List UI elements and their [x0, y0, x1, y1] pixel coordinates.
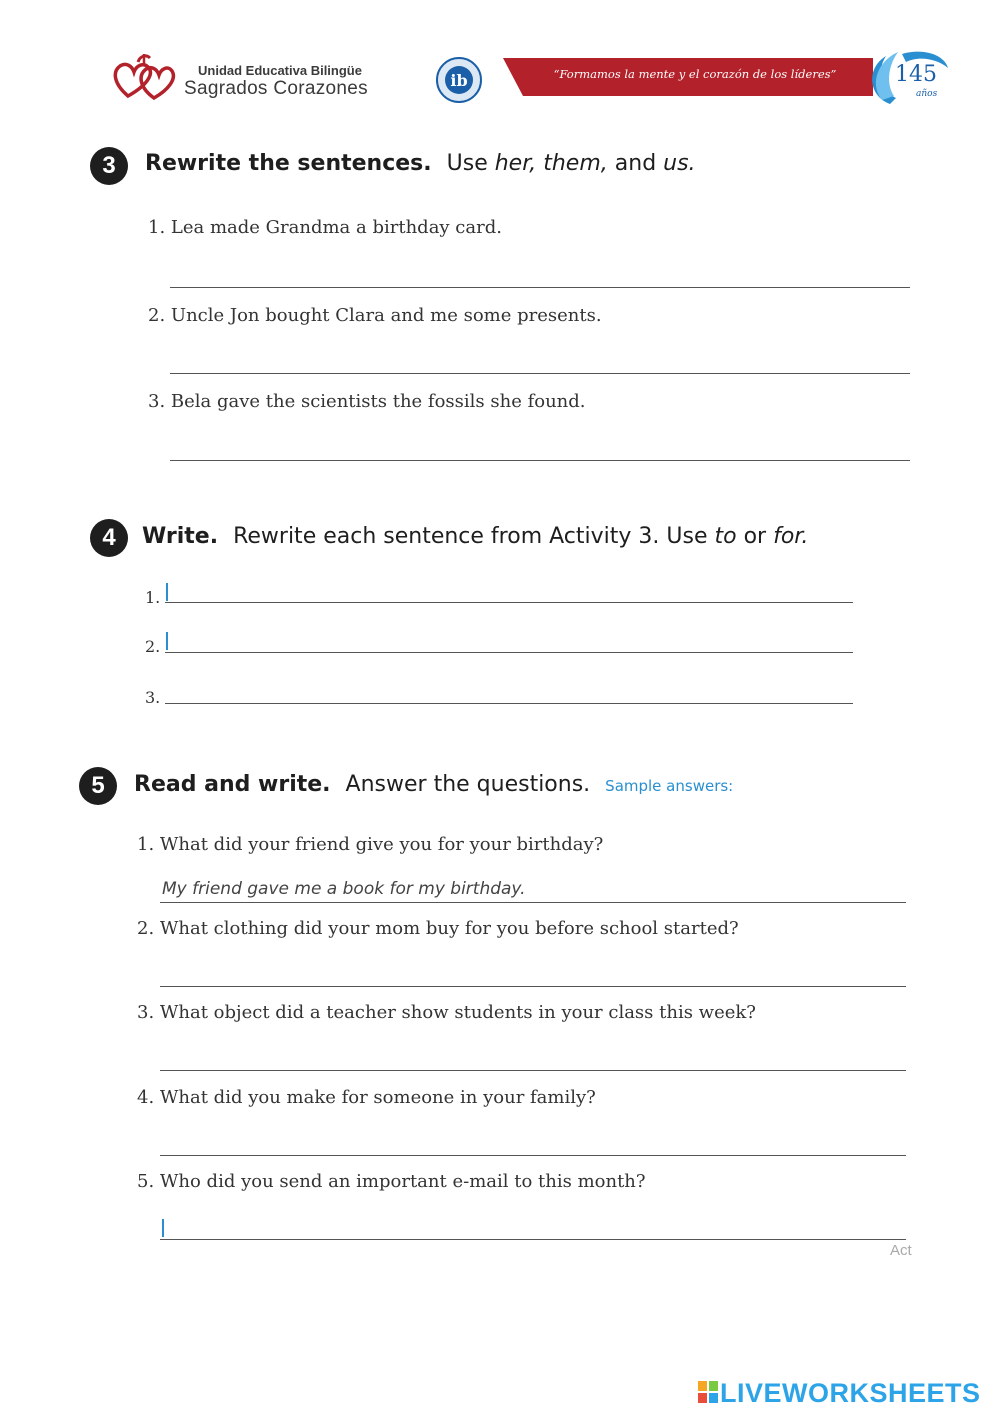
activity4-answer-line-3[interactable] — [165, 703, 853, 704]
activity4-word-for: for. — [773, 524, 809, 549]
hearts-logo-icon — [110, 52, 176, 104]
activity3-word-her: her, — [494, 151, 537, 176]
activity3-title: Rewrite the sentences. — [145, 151, 432, 176]
activity3-item-1: 1. Lea made Grandma a birthday card. — [148, 217, 502, 238]
activity4-heading — [142, 524, 808, 549]
activity5-question-3: 3. What object did a teacher show students in your class this week? — [137, 1002, 756, 1023]
activity4-line-number-1: 1. — [145, 588, 161, 607]
activity5-answer-line-1 — [160, 902, 906, 903]
activity4-instruction: Rewrite each sentence from Activity 3. Use — [233, 524, 708, 549]
ib-logo — [428, 56, 490, 104]
anniversary-number: 145 — [895, 62, 937, 87]
activity5-question-4: 4. What did you make for someone in your family? — [137, 1087, 596, 1108]
activity4-word-or: or — [743, 524, 767, 549]
activity4-input-cursor-2 — [166, 632, 168, 650]
activity4-answer-line-2[interactable] — [165, 652, 853, 653]
school-logo — [110, 52, 176, 104]
activity5-answer-line-2[interactable] — [160, 986, 906, 987]
activity5-heading — [134, 772, 733, 797]
liveworksheets-logo-mark — [698, 1381, 718, 1403]
sample-answers-label: Sample answers: — [605, 777, 734, 795]
activity4-answer-line-1[interactable] — [165, 602, 853, 603]
activity5-sample-answer: My friend gave me a book for my birthday. — [162, 879, 526, 899]
activity4-line-number-3: 3. — [145, 688, 161, 707]
activity5-answer-line-3[interactable] — [160, 1070, 906, 1071]
act-label: Act — [890, 1242, 912, 1259]
activity5-answer-line-5[interactable] — [160, 1239, 906, 1240]
activity3-word-us: us. — [663, 151, 696, 176]
activity5-instruction: Answer the questions. — [345, 772, 591, 797]
activity4-title: Write. — [142, 524, 219, 549]
activity5-title: Read and write. — [134, 772, 331, 797]
activity5-answer-line-4[interactable] — [160, 1155, 906, 1156]
activity3-item-3: 3. Bela gave the scientists the fossils she found. — [148, 391, 586, 412]
activity3-answer-line-3[interactable] — [170, 460, 910, 461]
activity3-answer-line-2[interactable] — [170, 373, 910, 374]
ib-world-school-icon — [428, 56, 490, 104]
activity3-item-2: 2. Uncle Jon bought Clara and me some presents. — [148, 305, 602, 326]
liveworksheets-grid-icon — [698, 1381, 718, 1403]
activity5-input-cursor-5 — [162, 1219, 164, 1237]
activity4-line-number-2: 2. — [145, 637, 161, 656]
activity3-number-badge: 3 — [90, 147, 128, 185]
activity5-question-5: 5. Who did you send an important e-mail to this month? — [137, 1171, 646, 1192]
svg-text:ib: ib — [450, 71, 468, 90]
activity3-answer-line-1[interactable] — [170, 287, 910, 288]
activity3-instruction-prefix: Use — [446, 151, 488, 176]
activity5-number-badge: 5 — [79, 767, 117, 805]
activity3-heading — [145, 151, 696, 176]
activity4-input-cursor-1 — [166, 583, 168, 601]
activity3-word-them: them, — [543, 151, 608, 176]
activity4-number-badge: 4 — [90, 519, 128, 557]
school-motto: “Formamos la mente y el corazón de los líderes” — [553, 67, 837, 81]
school-name-line2: Sagrados Corazones — [184, 78, 368, 99]
activity5-question-1: 1. What did your friend give you for your birthday? — [137, 834, 604, 855]
anniversary-word: años — [916, 89, 938, 99]
activity4-word-to: to — [714, 524, 737, 549]
activity5-question-2: 2. What clothing did your mom buy for you before school started? — [137, 918, 739, 939]
liveworksheets-brand[interactable]: LIVEWORKSHEETS — [720, 1378, 981, 1408]
school-name-line1: Unidad Educativa Bilingüe — [198, 63, 362, 78]
activity3-word-and: and — [614, 151, 657, 176]
